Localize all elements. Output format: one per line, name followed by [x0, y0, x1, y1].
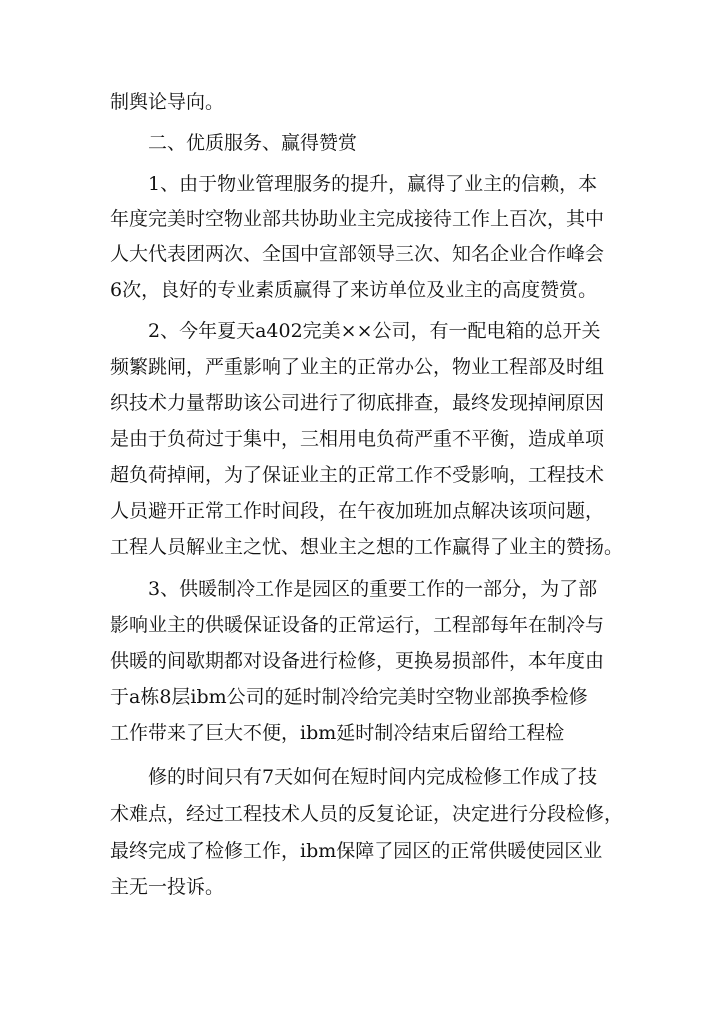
text-line: 超负荷掉闸，为了保证业主的正常工作不受影响，工程技术 — [110, 464, 605, 486]
text-line: 术难点，经过工程技术人员的反复论证，决定进行分段检修， — [110, 803, 624, 825]
text-line: 织技术力量帮助该公司进行了彻底排查，最终发现掉闸原因 — [110, 392, 605, 414]
text-line: 供暖的间歇期都对设备进行检修，更换易损部件，本年度由 — [110, 650, 605, 672]
text-line: 制舆论导向。 — [110, 91, 225, 113]
text-line: 6次，良好的专业素质赢得了来访单位及业主的高度赞赏。 — [110, 279, 598, 301]
text-line: 人员避开正常工作时间段，在午夜加班加点解决该项问题， — [110, 500, 605, 522]
text-line: 1、由于物业管理服务的提升，赢得了业主的信赖，本 — [148, 173, 598, 195]
text-line: 主无一投诉。 — [110, 876, 225, 898]
text-line: 最终完成了检修工作，ibm保障了园区的正常供暖使园区业 — [110, 840, 603, 862]
text-line: 工程人员解业主之忧、想业主之想的工作赢得了业主的赞扬。 — [110, 536, 624, 558]
text-line: 修的时间只有7天如何在短时间内完成检修工作成了技 — [148, 766, 598, 788]
section-heading: 二、优质服务、赢得赞赏 — [148, 132, 358, 154]
text-line: 年度完美时空物业部共协助业主完成接待工作上百次，其中 — [110, 208, 605, 230]
text-line: 频繁跳闸，严重影响了业主的正常办公，物业工程部及时组 — [110, 356, 605, 378]
text-line: 于a栋8层ibm公司的延时制冷给完美时空物业部换季检修 — [110, 686, 588, 708]
text-line: 3、供暖制冷工作是园区的重要工作的一部分，为了部 — [148, 578, 598, 600]
text-line: 影响业主的供暖保证设备的正常运行，工程部每年在制冷与 — [110, 614, 605, 636]
text-line: 工作带来了巨大不便，ibm延时制冷结束后留给工程检 — [110, 722, 565, 744]
text-line: 是由于负荷过于集中，三相用电负荷严重不平衡，造成单项 — [110, 428, 605, 450]
text-line: 人大代表团两次、全国中宣部领导三次、知名企业合作峰会 — [110, 243, 605, 265]
text-line: 2、今年夏天a402完美××公司，有一配电箱的总开关 — [148, 320, 601, 342]
